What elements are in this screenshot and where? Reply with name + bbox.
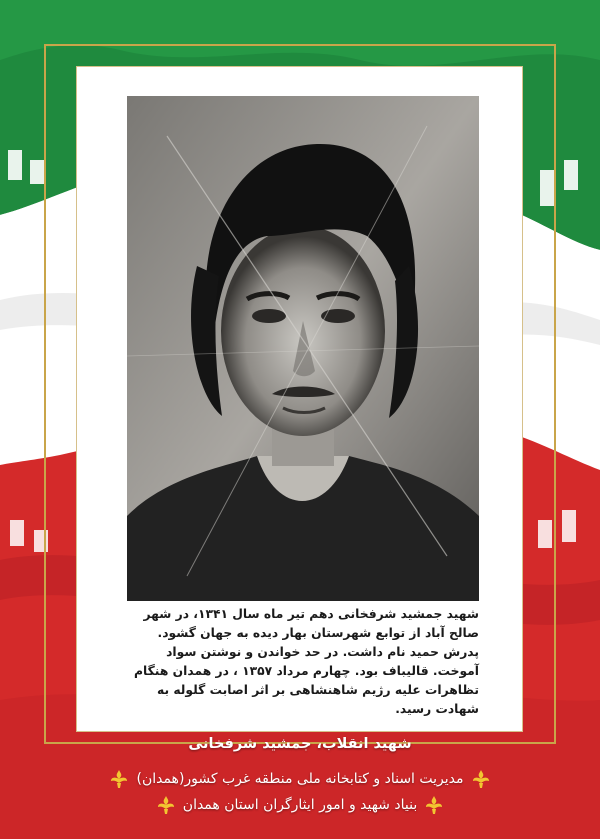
- fleur-de-lis-icon: [108, 768, 130, 790]
- credit-line-library: [0, 766, 600, 792]
- fleur-de-lis-icon: [470, 768, 492, 790]
- martyr-name-title: شهید انقلاب، جمشید شرفخانی: [188, 736, 412, 752]
- credit-line-foundation: [0, 792, 600, 818]
- credit-foundation-text: بنیاد شهید و امور ایثارگران استان همدان: [182, 797, 418, 813]
- memorial-card: [76, 66, 523, 732]
- fleur-de-lis-icon: [423, 794, 445, 816]
- biography-text: شهید جمشید شرفخانی دهم تیر ماه سال ۱۳۴۱، در شهر صالح آباد از توابع شهرستان بهار دیده به جهان گشود. پدرش حمید نام داشت. در حد خواندن و نوشتن سواد آموخت. قالیباف بود. چهارم مرداد ۱۳۵۷ ، در همدان هنگام تظاهرات علیه رژیم شاهنشاهی بر اثر اصابت گلوله به شهادت رسید.: [134, 607, 479, 716]
- martyr-portrait: [127, 96, 479, 601]
- fleur-de-lis-icon: [155, 794, 177, 816]
- credit-library-text: مدیریت اسناد و کتابخانه ملی منطقه غرب کشور(همدان): [136, 771, 464, 787]
